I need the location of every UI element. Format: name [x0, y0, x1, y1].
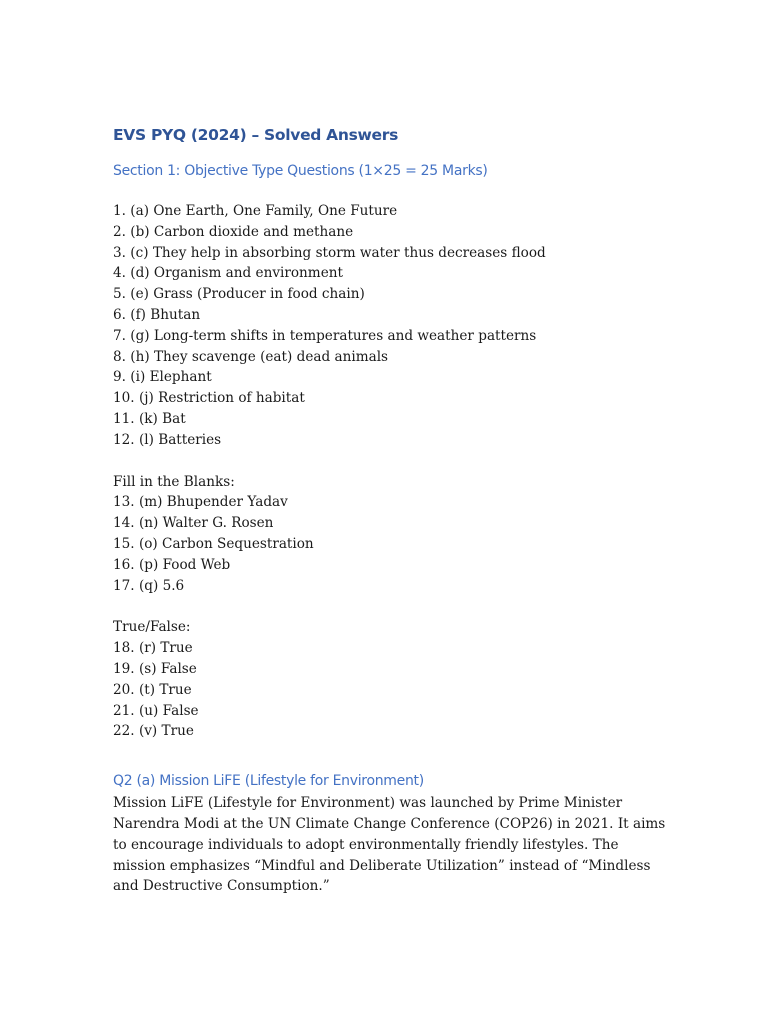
q2a-heading: Q2 (a) Mission LiFE (Lifestyle for Environment): [113, 773, 424, 790]
section1-heading: Section 1: Objective Type Questions (1×25 = 25 Marks): [113, 163, 488, 179]
list-item: 11. (k) Bat: [113, 410, 186, 427]
list-item: 21. (u) False: [113, 702, 199, 719]
list-item: 10. (j) Restriction of habitat: [113, 390, 305, 407]
list-item: 17. (q) 5.6: [113, 577, 185, 594]
list-item: 15. (o) Carbon Sequestration: [113, 535, 314, 552]
list-item: 2. (b) Carbon dioxide and methane: [113, 223, 354, 240]
list-item: 12. (l) Batteries: [113, 431, 222, 448]
list-item: 14. (n) Walter G. Rosen: [113, 515, 274, 532]
list-item: 9. (i) Elephant: [113, 369, 212, 386]
list-item: 6. (f) Bhutan: [113, 306, 201, 323]
true-false-answer-list: [113, 638, 673, 742]
list-item: 8. (h) They scavenge (eat) dead animals: [113, 348, 389, 365]
mcq-answer-list: [113, 201, 673, 451]
list-item: 1. (a) One Earth, One Family, One Future: [113, 203, 398, 219]
q2a-paragraph: Mission LiFE (Lifestyle for Environment) was launched by Prime Minister Narendra Modi at the UN Climate Change Conference (COP26) in 2021. It aims to encourage individuals to adopt environmentally friendly lifestyles. The mission emphasizes “Mindful and Deliberate Utilization” instead of “Mindless and Destructive Consumption.”: [113, 795, 666, 895]
list-item: 7. (g) Long-term shifts in temperatures and weather patterns: [113, 327, 537, 344]
list-item: 13. (m) Bhupender Yadav: [113, 494, 288, 511]
document-content: [113, 123, 673, 897]
fill-blanks-label: Fill in the Blanks:: [113, 473, 235, 490]
list-item: 16. (p) Food Web: [113, 556, 231, 573]
true-false-label: True/False:: [113, 619, 191, 636]
document-title: EVS PYQ (2024) – Solved Answers: [113, 126, 399, 144]
list-item: 3. (c) They help in absorbing storm water thus decreases flood: [113, 244, 546, 261]
list-item: 5. (e) Grass (Producer in food chain): [113, 286, 365, 303]
list-item: 19. (s) False: [113, 660, 197, 677]
fill-blanks-answer-list: [113, 492, 673, 596]
list-item: 4. (d) Organism and environment: [113, 265, 343, 282]
list-item: 22. (v) True: [113, 723, 194, 740]
list-item: 18. (r) True: [113, 640, 193, 657]
list-item: 20. (t) True: [113, 681, 192, 698]
